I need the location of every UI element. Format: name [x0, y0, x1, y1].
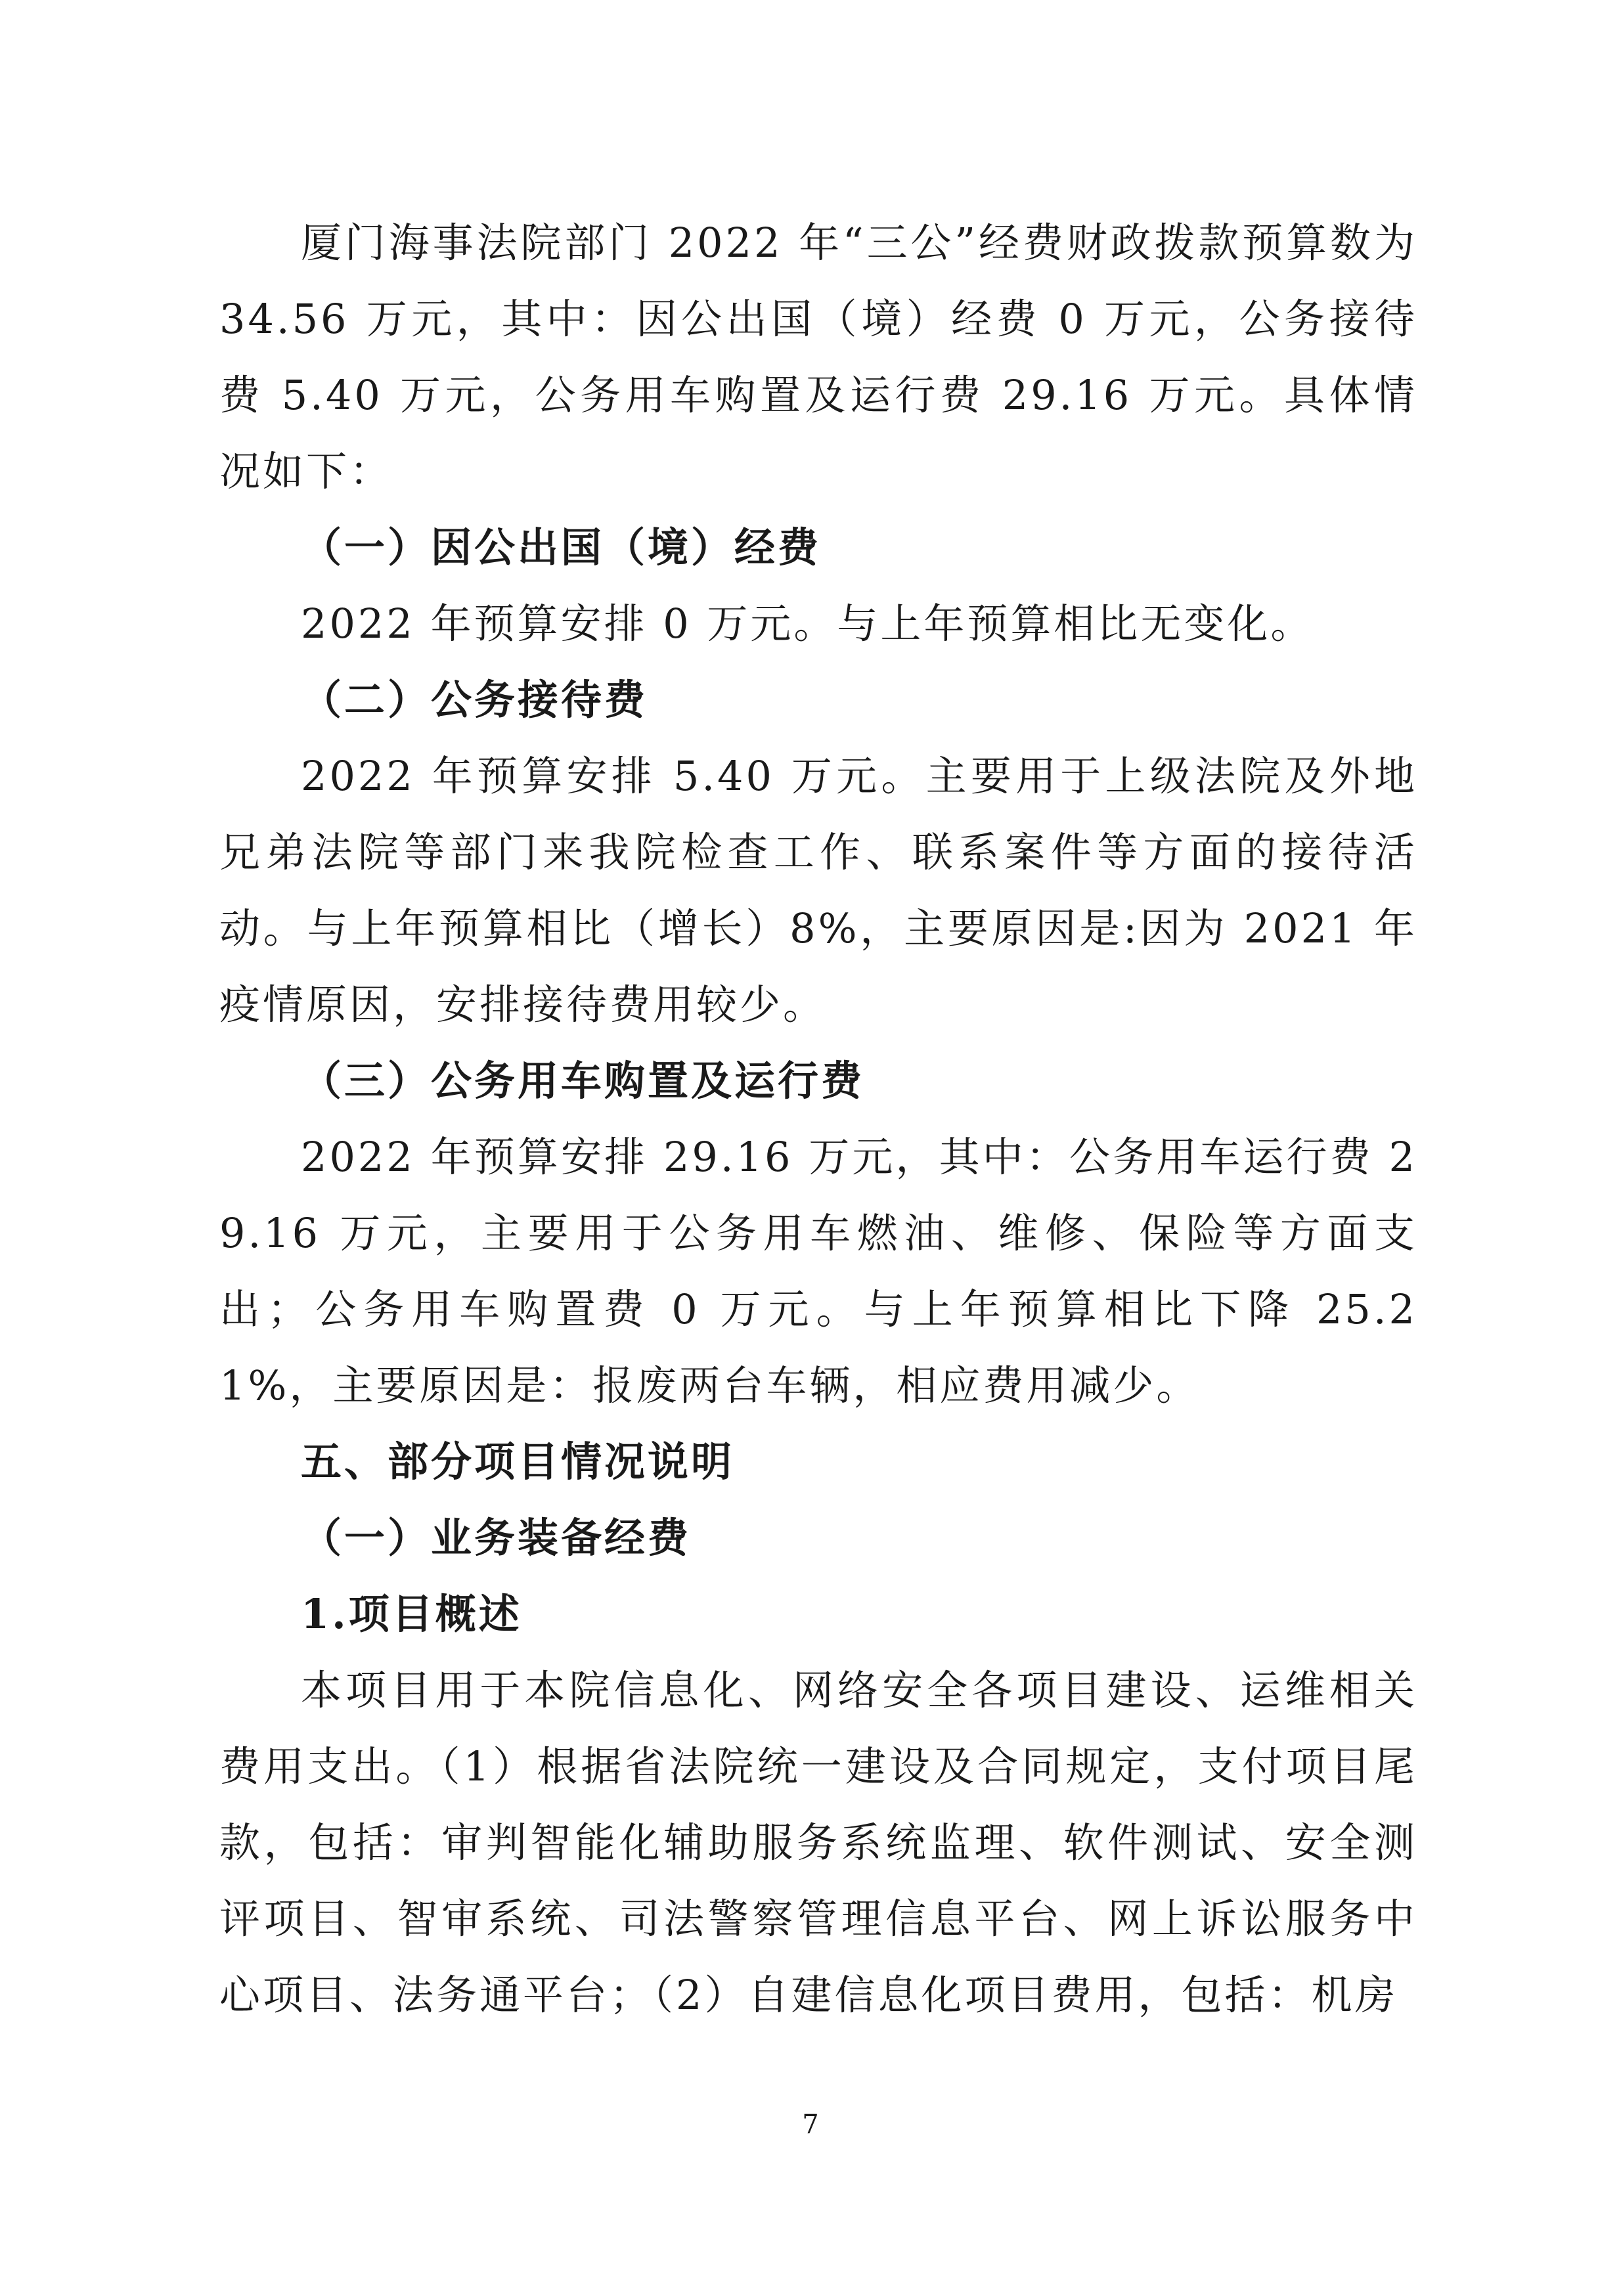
paragraph-travel-abroad: 2022 年预算安排 0 万元。与上年预算相比无变化。	[301, 600, 1314, 648]
heading-reception: （二）公务接待费	[301, 676, 648, 724]
page-number: 7	[802, 2109, 819, 2140]
section-title-projects: 五、部分项目情况说明	[301, 1438, 735, 1486]
paragraph-overview: 本项目用于本院信息化、网络安全各项目建设、运维相关费用支出。（1）根据省法院统一建设及合同规定，支付项目尾款，包括：审判智能化辅助服务系统监理、软件测试、安全测评项目、智审系统、司法警察管理信息平台、网上诉讼服务中心项目、法务通平台；（2）自建信息化项目费用，包括：机房	[219, 1666, 1417, 2019]
paragraph-vehicles: 2022 年预算安排 29.16 万元，其中：公务用车运行费 29.16 万元，主要用于公务用车燃油、维修、保险等方面支出；公务用车购置费 0 万元。与上年预算相比下降 25.21%，主要原因是：报废两台车辆，相应费用减少。	[219, 1133, 1417, 1409]
heading-equipment: （一）业务装备经费	[301, 1514, 692, 1562]
heading-travel-abroad: （一）因公出国（境）经费	[301, 523, 822, 571]
heading-vehicles: （三）公务用车购置及运行费	[301, 1057, 865, 1105]
paragraph-reception: 2022 年预算安排 5.40 万元。主要用于上级法院及外地兄弟法院等部门来我院检查工作、联系案件等方面的接待活动。与上年预算相比（增长）8%，主要原因是:因为 2021 年疫情原因，安排接待费用较少。	[219, 752, 1417, 1028]
document-body	[219, 205, 1417, 2033]
paragraph-intro: 厦门海事法院部门 2022 年“三公”经费财政拨款预算数为 34.56 万元，其中：因公出国（境）经费 0 万元，公务接待费 5.40 万元，公务用车购置及运行费 29.16 万元。具体情况如下：	[219, 219, 1417, 495]
subheading-overview: 1.项目概述	[301, 1590, 522, 1638]
